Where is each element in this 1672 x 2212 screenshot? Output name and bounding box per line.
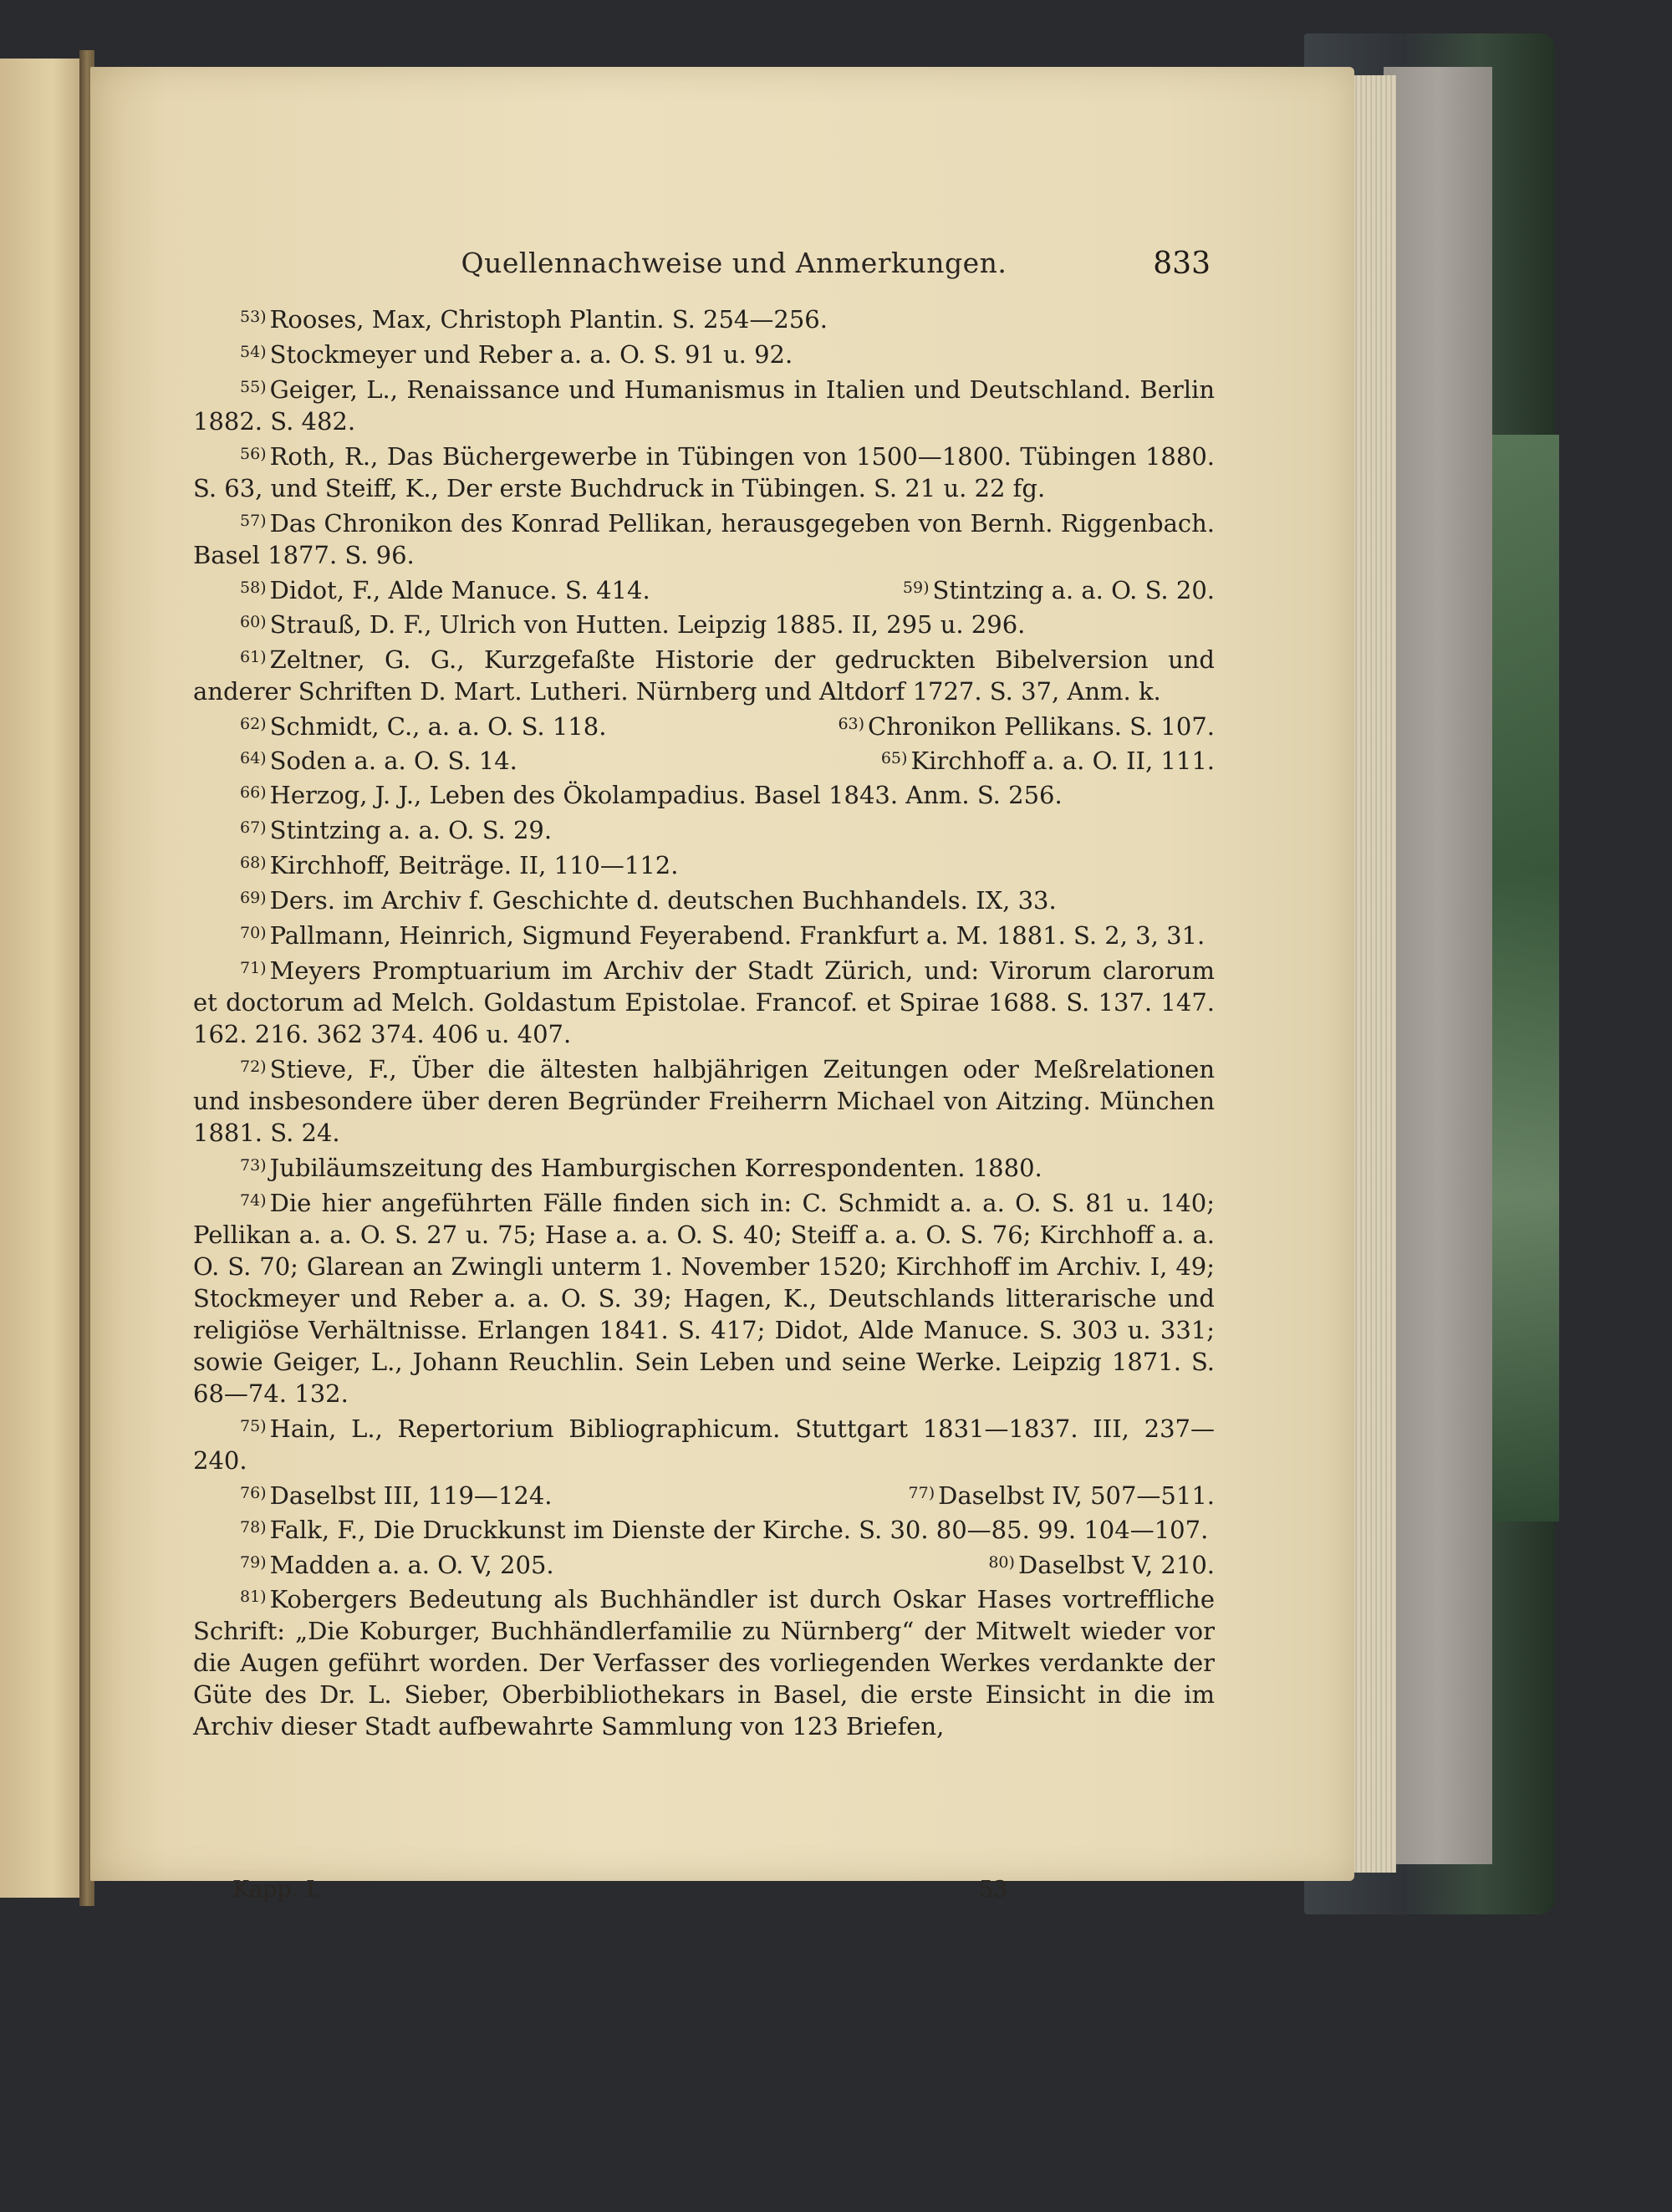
endpaper (1384, 67, 1492, 1864)
note-number: 76) (240, 1484, 267, 1502)
endnote-part (903, 572, 1215, 606)
note-number: 81) (240, 1588, 267, 1606)
endnote (193, 847, 1215, 881)
page-number: 833 (1153, 247, 1211, 281)
endnote (193, 606, 1215, 640)
note-number: 80) (988, 1553, 1015, 1572)
note-text: Stockmeyer und Reber a. a. O. S. 91 u. 92. (269, 340, 793, 369)
endnote (193, 1511, 1215, 1546)
note-number: 56) (240, 445, 267, 463)
note-text: Das Chronikon des Konrad Pellikan, herausgegeben von Bernh. Riggenbach. Basel 1877. S. 96. (193, 509, 1215, 569)
note-text: Soden a. a. O. S. 14. (269, 747, 517, 775)
sheet-number: 53 (978, 1877, 1008, 1903)
note-text: Stintzing a. a. O. S. 20. (932, 576, 1215, 604)
endnote (193, 1477, 1215, 1511)
note-number: 69) (240, 889, 267, 907)
endnote (193, 1547, 1215, 1581)
note-number: 72) (240, 1058, 267, 1076)
note-text: Roth, R., Das Büchergewerbe in Tübingen von 1500—1800. Tübingen 1880. S. 63, und Steiff, K., Der erste Buchdruck in Tübingen. S. 21 u. 22 fg. (193, 442, 1215, 502)
note-text: Meyers Promptuarium im Archiv der Stadt Zürich, und: Virorum clarorum et doctorum ad Melch. Goldastum Epistolae. Francof. et Spirae 1688. S. 137. 147. 162. 216. 362 374. 406 u. 407. (193, 956, 1215, 1048)
endnote (193, 438, 1215, 504)
note-number: 60) (240, 613, 267, 631)
note-number: 71) (240, 959, 267, 977)
endnote (193, 301, 1215, 335)
note-number: 58) (240, 578, 267, 597)
endnote-part (988, 1547, 1215, 1581)
endnote (193, 371, 1215, 437)
note-number: 68) (240, 854, 267, 872)
endnote-part (881, 742, 1215, 777)
note-number: 61) (240, 648, 267, 666)
page-footer (90, 1877, 1354, 1919)
note-number: 74) (240, 1191, 267, 1210)
note-text: Kirchhoff, Beiträge. II, 110—112. (269, 851, 679, 879)
note-number: 59) (902, 578, 930, 597)
endnote (193, 1410, 1215, 1476)
note-text: Didot, F., Alde Manuce. S. 414. (269, 576, 650, 604)
endnote (193, 1149, 1215, 1184)
note-text: Strauß, D. F., Ulrich von Hutten. Leipzig 1885. II, 295 u. 296. (269, 610, 1026, 639)
running-title: Quellennachweise und Anmerkungen. (461, 247, 1007, 279)
endnote (193, 882, 1215, 916)
endnote (193, 572, 1215, 606)
note-text: Stintzing a. a. O. S. 29. (269, 816, 553, 844)
endnote (193, 708, 1215, 742)
endnote (193, 742, 1215, 777)
note-number: 79) (240, 1553, 267, 1572)
note-number: 65) (880, 749, 908, 767)
note-text: Madden a. a. O. V, 205. (269, 1551, 554, 1579)
note-text: Daselbst IV, 507—511. (938, 1481, 1215, 1510)
note-number: 73) (240, 1156, 267, 1175)
note-number: 57) (240, 512, 267, 530)
endnote-part (838, 708, 1215, 742)
endnote-part (909, 1477, 1215, 1511)
note-text: Herzog, J. J., Leben des Ökolampadius. Basel 1843. Anm. S. 256. (269, 781, 1063, 809)
note-text: Hain, L., Repertorium Bibliographicum. Stuttgart 1831—1837. III, 237—240. (193, 1414, 1215, 1475)
book-page (90, 67, 1354, 1903)
facing-page-edge (0, 59, 88, 1898)
note-number: 70) (240, 924, 267, 942)
note-text: Pallmann, Heinrich, Sigmund Feyerabend. Frankfurt a. M. 1881. S. 2, 3, 31. (269, 921, 1206, 950)
endnote (193, 1581, 1215, 1742)
endnote (193, 1051, 1215, 1149)
endnote (193, 1185, 1215, 1409)
note-text: Chronikon Pellikans. S. 107. (868, 712, 1215, 741)
note-number: 53) (240, 308, 267, 326)
note-text: Schmidt, C., a. a. O. S. 118. (269, 712, 607, 741)
endnote (193, 505, 1215, 571)
endnote-part (240, 742, 517, 777)
note-text: Rooses, Max, Christoph Plantin. S. 254—256. (269, 305, 828, 334)
endnote (193, 336, 1215, 370)
note-number: 63) (838, 715, 865, 733)
note-text: Stieve, F., Über die ältesten halbjährigen Zeitungen oder Meßrelationen und insbesondere über deren Begründer Freiherrn Michael von Aitzing. München 1881. S. 24. (193, 1055, 1215, 1147)
endnote (193, 641, 1215, 707)
note-text: Geiger, L., Renaissance und Humanismus in Italien und Deutschland. Berlin 1882. S. 482. (193, 375, 1215, 436)
endnotes-list (193, 301, 1215, 1743)
note-text: Jubiläumszeitung des Hamburgischen Korrespondenten. 1880. (269, 1154, 1042, 1182)
note-number: 54) (240, 343, 267, 361)
note-text: Daselbst III, 119—124. (269, 1481, 553, 1510)
endnote (193, 917, 1215, 951)
signature-mark: Kapp. I. (232, 1877, 323, 1903)
endnote-part (240, 708, 606, 742)
note-number: 64) (240, 749, 267, 767)
note-text: Kirchhoff a. a. O. II, 111. (910, 747, 1215, 775)
note-text: Falk, F., Die Druckkunst im Dienste der Kirche. S. 30. 80—85. 99. 104—107. (269, 1516, 1209, 1544)
note-number: 67) (240, 818, 267, 837)
note-text: Ders. im Archiv f. Geschichte d. deutschen Buchhandels. IX, 33. (269, 886, 1057, 915)
note-number: 77) (908, 1484, 935, 1502)
note-number: 66) (240, 783, 267, 802)
endnote (193, 812, 1215, 846)
note-text: Kobergers Bedeutung als Buchhändler ist durch Oskar Hases vortreffliche Schrift: „Die Koburger, Buchhändlerfamilie zu Nürnberg“ der Mitwelt wieder vor die Augen geführt worden. Der Verfasser des vorliegenden Werkes verdankte der Güte des Dr. L. Sieber, Oberbibliothekars in Basel, die erste Einsicht in die im Archiv dieser Stadt aufbewahrte Sammlung von 123 Briefen, (193, 1585, 1215, 1741)
note-text: Die hier angeführten Fälle finden sich in: C. Schmidt a. a. O. S. 81 u. 140; Pellikan a. a. O. S. 27 u. 75; Hase a. a. O. S. 40; Steiff a. a. O. S. 76; Kirchhoff a. a. O. S. 70; Glarean an Zwingli unterm 1. November 1520; Kirchhoff im Archiv. I, 49; Stockmeyer und Reber a. a. O. S. 39; Hagen, K., Deutschlands litterarische und religiöse Verhältnisse. Erlangen 1841. S. 417; Didot, Alde Manuce. S. 303 u. 331; sowie Geiger, L., Johann Reuchlin. Sein Leben und seine Werke. Leipzig 1871. S. 68—74. 132. (193, 1189, 1215, 1408)
endnote (193, 777, 1215, 811)
note-number: 75) (240, 1417, 267, 1435)
note-number: 62) (240, 715, 267, 733)
endnote-part (240, 1547, 554, 1581)
cover-marbled-edge (1484, 435, 1559, 1521)
endnote-part (240, 1477, 553, 1511)
endnote (193, 952, 1215, 1050)
note-number: 78) (240, 1518, 267, 1537)
note-text: Daselbst V, 210. (1017, 1551, 1215, 1579)
note-text: Zeltner, G. G., Kurzgefaßte Historie der gedruckten Bibelversion und anderer Schriften D. Mart. Lutheri. Nürnberg und Altdorf 1727. S. 37, Anm. k. (193, 645, 1215, 706)
endnote-part (240, 572, 650, 606)
note-number: 55) (240, 378, 267, 396)
